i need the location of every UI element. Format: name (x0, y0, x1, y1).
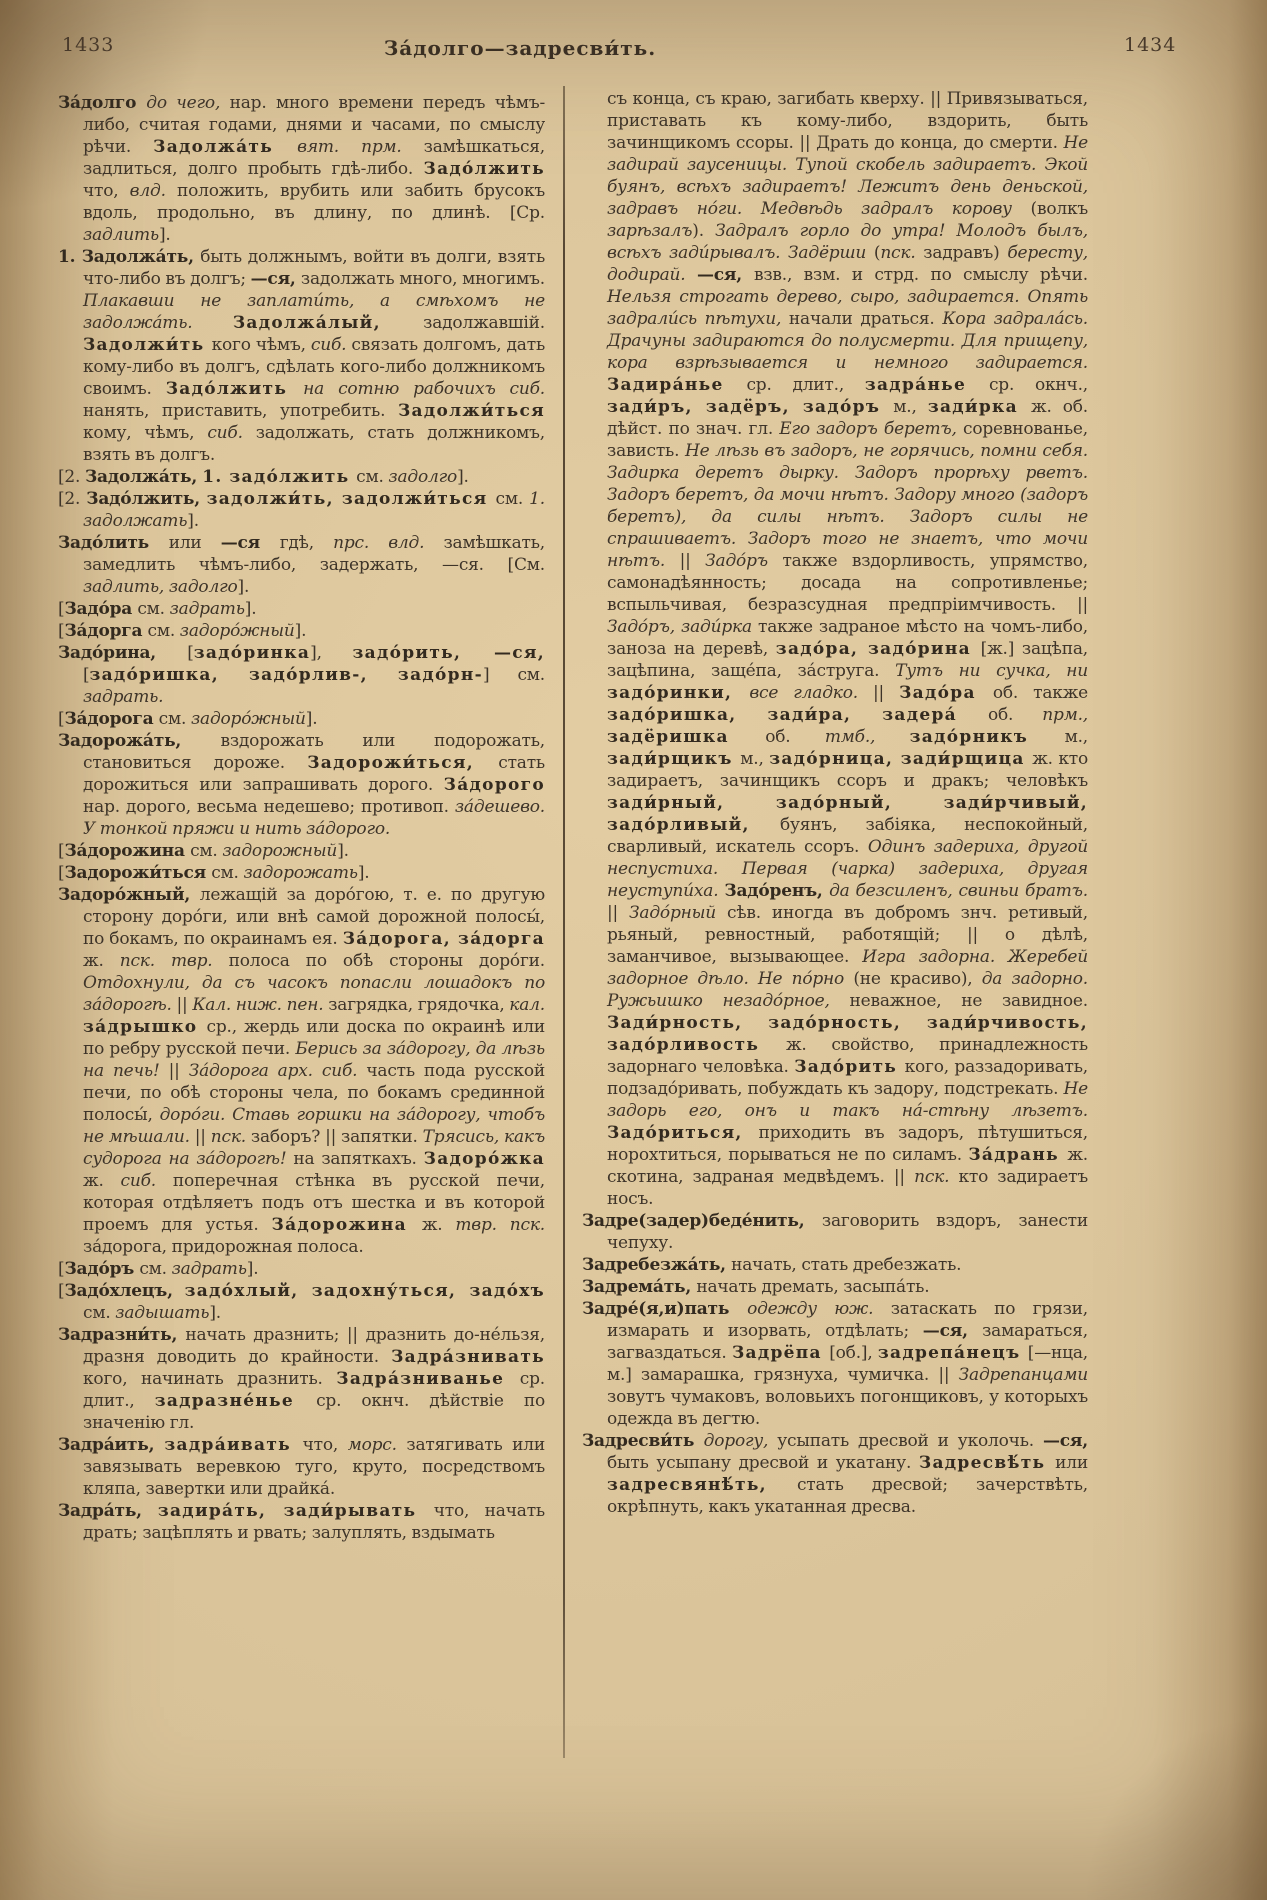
right-column (582, 88, 1088, 1788)
subheadword: задо́ришка, зади́ра, задера́ (607, 705, 988, 725)
dictionary-entry (58, 730, 545, 840)
entry-text: м., (1064, 727, 1088, 747)
running-header: За́долго—задресви́ть. (383, 36, 657, 60)
example-text: пск. (210, 1127, 251, 1147)
entry-text: стать дресвой; зачерствѣть, окрѣпнуть, какъ укатанная дресва. (607, 1475, 1088, 1517)
subheadword: задо́рница, зади́рщица (769, 749, 1033, 769)
entry-text: часть пода русской печи, по обѣ стороны чела, по бокамъ срединной полосы́, (83, 1061, 545, 1125)
example-text: пск. (914, 1167, 959, 1187)
entry-text: задолжавшій. (423, 313, 545, 333)
entry-text: [ (58, 841, 65, 861)
example-text: за́дешево. У тонкой пряжи и нить за́дорого. (83, 797, 545, 839)
entry-text: задолжать, стать должникомъ, взять въ долгъ. (83, 423, 545, 465)
example-text: пск. твр. (119, 951, 229, 971)
subheadword: зади́рка (927, 397, 1031, 417)
entry-text: загрядка, грядочка, (328, 995, 510, 1015)
entry-text: ]. (246, 1259, 259, 1279)
subheadword: задёришка (607, 727, 766, 747)
example-text: на сотню рабочихъ сиб. (303, 379, 545, 399)
entry-text: см. (495, 489, 530, 509)
dictionary-entry (58, 1324, 545, 1434)
headword: Задре́(я,и)пать (582, 1299, 748, 1319)
entry-text: связать долгомъ, дать кому-либо въ долгъ, сдѣлать кого-либо должникомъ своимъ. (83, 335, 545, 399)
subheadword: задо́ра, задо́рина (775, 639, 981, 659)
entry-text: ]. (357, 863, 370, 883)
subheadword: задолжи́ть, задолжи́ться (206, 489, 496, 509)
dictionary-entry (58, 884, 545, 1258)
subheadword: Задресвѣ́ть (918, 1453, 1056, 1473)
dictionary-entry (58, 598, 545, 620)
entry-text: затаскать по грязи, измарать и изорвать, отдѣлать; (607, 1299, 1088, 1341)
entry-text: [2. (58, 489, 87, 509)
entry-text: стать дорожиться или запрашивать дорого. (83, 753, 545, 795)
entry-text: неважное, не завидное. (849, 991, 1088, 1011)
example-text: задышать (115, 1303, 210, 1323)
entry-text: ]. (244, 599, 257, 619)
subheadword: Задолжа́лый, (232, 313, 424, 333)
entry-text: ). (692, 221, 716, 241)
subheadword: задо́рникъ (909, 727, 1065, 747)
subheadword: Задо́рить (794, 1057, 905, 1077)
example-text: Не задирай заусеницы. Тупой скобель задираетъ. Экой буянъ, всѣхъ задираетъ! Лежитъ день деньской, задравъ но́ги. Медвѣдь задралъ корову (607, 133, 1088, 219)
entry-text: быть усыпану дресвой и укатану. (607, 1453, 919, 1473)
headword: Задребезжа́ть, (582, 1255, 732, 1275)
subheadword: Задра́знивать (391, 1347, 545, 1367)
column-divider (563, 86, 565, 1758)
subheadword: Задра́зниванье (336, 1369, 520, 1389)
example-text: Задо́ръ (705, 551, 783, 571)
entry-text: сѣв. иногда въ добромъ знч. ретивый, рьяный, ревностный, работящій; || о дѣлѣ, заманчивое, вызывающее. (607, 903, 1088, 967)
entry-text: [2. (58, 467, 85, 487)
subheadword: Задрёпа (731, 1343, 830, 1363)
example-text: Нельзя строгать дерево, сыро, задирается. Опять задрали́сь пѣтухи, (607, 287, 1088, 329)
subheadword: Задолжи́ть (83, 335, 212, 355)
entry-text: ж. (421, 1215, 456, 1235)
example-text: сиб. (207, 423, 256, 443)
example-text: да безсиленъ, свиньи братъ. (829, 881, 1088, 901)
entry-text: начать дремать, засыпа́ть. (696, 1277, 930, 1297)
entry-text: ср. длит., (746, 375, 865, 395)
entry-text: поперечная стѣнка въ русской печи, которая отдѣляетъ подъ отъ шестка и въ которой проемъ для устья. (83, 1171, 545, 1235)
example-text: 1. задолжать (83, 489, 545, 531)
entry-text: см. (139, 1259, 172, 1279)
entry-text: кому, чѣмъ, (83, 423, 208, 443)
entry-text: нар. много времени передъ чѣмъ-либо, считая годами, днями и часами, по смыслу рѣчи. (83, 93, 545, 157)
entry-text: ср., жердь или доска по окраинѣ или по ребру русской печи. (83, 1017, 545, 1059)
example-text: дорогу, (703, 1431, 778, 1451)
example-text: сиб. (120, 1171, 173, 1191)
dictionary-entry (58, 862, 545, 884)
subheadword: задо́рить, —ся, (352, 643, 545, 663)
entry-text: съ конца, съ краю, загибать кверху. || Привязываться, приставать къ кому-либо, вздорить, быть зачинщикомъ ссоры. || Драть до конца, до смерти. (607, 89, 1088, 153)
example-text: Задралъ горло до утра! Молодъ былъ, всѣхъ зади́рывалъ. Задёрши (607, 221, 1088, 263)
dictionary-entry (582, 1298, 1088, 1430)
entry-text: [ (58, 709, 65, 729)
entry-text: [ (187, 643, 194, 663)
entry-text: [ (58, 599, 65, 619)
example-text: да задорно. Ружьишко незадо́рное, (607, 969, 1088, 1011)
entry-text: начали драться. (788, 309, 943, 329)
subheadword: Задорожи́ться, (307, 753, 499, 773)
example-text: задоро́жный (190, 709, 306, 729)
headword: Задо́ренъ, (724, 881, 830, 901)
entry-text: ж. об. дѣйст. по знач. гл. (607, 397, 1088, 439)
left-column (58, 92, 545, 1792)
dictionary-entry (58, 1258, 545, 1280)
example-text: тмб., (824, 727, 910, 747)
entry-text: ср. окнч., (988, 375, 1088, 395)
headword: Задрема́ть, (582, 1277, 697, 1297)
example-text: задорожный (222, 841, 338, 861)
subheadword: Задо́ра (899, 683, 993, 703)
entry-text: [ (58, 1259, 65, 1279)
entry-text: м., (740, 749, 770, 769)
entry-text: [ж.] зацѣпа, зацѣпина, заще́па, за́струга. (607, 639, 1088, 681)
entry-text: ]. (158, 225, 171, 245)
entry-text: || (194, 1127, 211, 1147)
example-text: доро́ги. Ставь горшки на за́дорогу, чтобъ не мѣшали. (83, 1105, 545, 1147)
subheadword: Задо́лжить (423, 159, 545, 179)
subheadword: За́дорога, за́дорга (342, 929, 545, 949)
subheadword: задо́ришка, задо́рлив-, задо́рн- (89, 665, 483, 685)
entry-text: ж. скотина, задраная медвѣдемъ. || (607, 1145, 1088, 1187)
entry-text: на запяткахъ. (293, 1149, 424, 1169)
entry-text: вздорожать или подорожать, становиться дороже. (83, 731, 545, 773)
entry-text: за́дорога, придорожная полоса. (83, 1237, 364, 1257)
entry-text: ж. кто задираетъ, зачинщикъ ссоръ и дракъ; человѣкъ (607, 749, 1088, 791)
entry-text: соревнованье, зависть. (607, 419, 1088, 461)
example-text: задлить (83, 225, 159, 245)
entry-text: начать дразнить; || дразнить до-не́льзя, дразня доводить до крайности. (83, 1325, 545, 1367)
example-text: кал. (509, 995, 545, 1015)
dictionary-entry (582, 1430, 1088, 1518)
entry-text: см. (137, 599, 170, 619)
page-number-right: 1434 (1124, 34, 1177, 56)
entry-text: заборъ? || запятки. (250, 1127, 423, 1147)
page-number-left: 1433 (62, 34, 115, 56)
entry-text: ж. (83, 1171, 121, 1191)
headword: —ся, (1042, 1431, 1088, 1451)
subheadword: задрепа́нецъ (877, 1343, 1028, 1363)
example-text: все гладко. (749, 683, 874, 703)
subheadword: зади́ръ, задёръ, задо́ръ (607, 397, 894, 417)
headword: Задра́ить, (58, 1435, 165, 1455)
entry-text: задолжать много, многимъ. (300, 269, 545, 289)
entry-text: [ (58, 621, 65, 641)
headword: —ся, (250, 269, 301, 289)
dictionary-entry (58, 1280, 545, 1324)
entry-text: об. также (992, 683, 1088, 703)
dictionary-entry (58, 642, 545, 708)
headword: За́долго (58, 93, 147, 113)
dictionary-entry (582, 1276, 1088, 1298)
entry-text: полоса по обѣ стороны доро́ги. (228, 951, 545, 971)
dictionary-entry (58, 620, 545, 642)
entry-text: замараться, загваздаться. (607, 1321, 1088, 1363)
dictionary-entry (582, 88, 1088, 1210)
entry-text: кто задираетъ носъ. (607, 1167, 1088, 1209)
headword: Задолжа́ть, (84, 467, 203, 487)
entry-text: задравъ) (923, 243, 1008, 263)
entry-text: [—нца, м.] замарашка, грязнуха, чумичка. || (607, 1343, 1088, 1385)
subheadword: 1. задо́лжить (202, 467, 357, 487)
subheadword: Задира́нье (607, 375, 747, 395)
dictionary-entry (58, 488, 545, 532)
entry-text: об. (765, 727, 825, 747)
entry-text: что, начать драть; зацѣплять и рвать; залуплять, вздымать (83, 1501, 545, 1543)
example-text: прс. влд. (333, 533, 444, 553)
entry-text: зовутъ чумаковъ, воловьихъ погонщиковъ, у которыхъ одежда въ дегтю. (607, 1387, 1088, 1429)
subheadword: Задолжи́ться (398, 401, 545, 421)
headword: Задра́ть, (58, 1501, 158, 1521)
example-text: Не задорь его, онъ и такъ на́-стѣну лѣзетъ. (607, 1079, 1088, 1121)
example-text: морс. (347, 1435, 407, 1455)
subheadword: задо́ринки, (607, 683, 750, 703)
entry-text: усыпать дресвой и уколочь. (777, 1431, 1043, 1451)
example-text: За́дорога арх. сиб. (188, 1061, 367, 1081)
example-text: задрать. (83, 687, 164, 707)
entry-text: ]. (457, 467, 469, 487)
entry-text: см. (190, 841, 223, 861)
entry-text: ]. (337, 841, 349, 861)
subheadword: задо́хлый, задохну́ться, задо́хъ (184, 1281, 545, 1301)
example-text: задлить, задолго (83, 577, 238, 597)
entry-text: начать, стать дребезжать. (731, 1255, 962, 1275)
entry-text: ср. длит., (83, 1369, 545, 1411)
dictionary-entry (582, 1254, 1088, 1276)
example-text: зарѣзалъ (607, 221, 693, 241)
entry-text: гдѣ, (279, 533, 334, 553)
entry-text: что, (83, 181, 130, 201)
example-text: пск. (880, 243, 924, 263)
entry-text: нанять, приставить, употребить. (83, 401, 398, 421)
entry-text: буянъ, забіяка, неспокойный, сварливый, искатель ссоръ. (607, 815, 1088, 857)
headword: Задо́ра (64, 599, 138, 619)
example-text: прм., (1042, 705, 1088, 725)
entry-text: кого чѣмъ, (211, 335, 311, 355)
example-text: Отдохнули, да съ часокъ попасли лошадокъ по за́дорогѣ. (83, 973, 545, 1015)
entry-text: затягивать или завязывать веревкою туго, круто, посредствомъ кляпа, завертки или драйка́. (83, 1435, 545, 1499)
subheadword: Задо́риться, (607, 1123, 759, 1143)
subheadword: За́дорожина (271, 1215, 422, 1235)
subheadword: Задо́лжить (165, 379, 304, 399)
entry-text: положить, врубить или забить брусокъ вдоль, продольно, въ длину, по длинѣ. [Ср. (83, 181, 545, 223)
entry-text: замѣшкать, замедлить чѣмъ-либо, задержать, —ся. [См. (83, 533, 545, 575)
dictionary-entry (582, 1210, 1088, 1254)
entry-text: [об.], (829, 1343, 878, 1363)
headword: Задо́рина, (58, 643, 188, 663)
example-text: Кал. ниж. пен. (192, 995, 329, 1015)
entry-text: нар. дорого, весьма недешево; противоп. (83, 797, 455, 817)
entry-text: (не красиво), (853, 969, 982, 989)
entry-text: || (607, 903, 630, 923)
example-text: Кора задрала́сь. Драчуны задираются до полусмерти. Для прищепу, кора взрѣзывается и немного задирается. (607, 309, 1088, 373)
headword: Задо́лить (58, 533, 169, 553)
subheadword: задира́ть, зади́рывать (157, 1501, 434, 1521)
entry-text: ( (873, 243, 881, 263)
example-text: Его задоръ беретъ, (779, 419, 963, 439)
headword: Задразни́ть, (58, 1325, 186, 1345)
headword: —ся, (696, 265, 754, 285)
entry-text: [ (83, 665, 90, 685)
entry-text: ]. (237, 577, 250, 597)
entry-text: см. (356, 467, 389, 487)
headword: За́дорожина (64, 841, 191, 861)
entry-text: ] см. (482, 665, 545, 685)
headword: —ся, (922, 1321, 983, 1341)
entry-text: об. (987, 705, 1043, 725)
headword: 1. Задолжа́ть, (58, 247, 201, 267)
subheadword: задресвянѣ́ть, (607, 1475, 797, 1495)
dictionary-entry (58, 1500, 545, 1544)
dictionary-entry (58, 840, 545, 862)
entry-text: или (168, 533, 221, 553)
headword: Задорожа́ть, (58, 731, 221, 751)
subheadword: задра́нье (864, 375, 989, 395)
subheadword: Задоро́жка (423, 1149, 545, 1169)
entry-text: || (168, 1061, 189, 1081)
entry-text: кого, начинать дразнить. (83, 1369, 337, 1389)
entry-text: [ (58, 1281, 65, 1301)
entry-text: ж. (83, 951, 120, 971)
dictionary-entry (58, 246, 545, 466)
example-text: одежду юж. (747, 1299, 891, 1319)
subheadword: За́дорого (443, 775, 545, 795)
subheadword: зади́рный, задо́рный, зади́рчивый, задо́рливый, (607, 793, 1088, 835)
entry-text: см. (83, 1303, 116, 1323)
headword: За́дорога (64, 709, 159, 729)
entry-text: м., (893, 397, 928, 417)
headword: Задо́лжить, (86, 489, 207, 509)
example-text: Задрепанцами (958, 1365, 1088, 1385)
entry-text: ]. (305, 709, 318, 729)
entry-text: заговорить вздоръ, занести чепуху. (607, 1211, 1088, 1253)
entry-text: [ (58, 863, 65, 883)
entry-text: || (679, 551, 706, 571)
example-text: задрать (171, 1259, 247, 1279)
entry-text: кого, раззадоривать, подзадо́ривать, побуждать къ задору, подстрекать. (607, 1057, 1088, 1099)
example-text: влд. (129, 181, 177, 201)
entry-text: быть должнымъ, войти въ долги, взять что-либо въ долгъ; (83, 247, 545, 289)
entry-text: приходить въ задоръ, пѣтушиться, норохтиться, порываться не по силамъ. (607, 1123, 1088, 1165)
dictionary-entry (58, 1434, 545, 1500)
entry-text: также задраное мѣсто на чомъ-либо, заноза на деревѣ, (607, 617, 1088, 659)
entry-text: взв., взм. и стрд. по смыслу рѣчи. (753, 265, 1088, 285)
entry-text: также вздорливость, упрямство, самонадѣянность; досада на сопротивленье; вспыльчивая, безразсудная предпріимчивость. || (607, 551, 1088, 615)
entry-text: || (873, 683, 900, 703)
example-text: сиб. (310, 335, 352, 355)
example-text: Задо́рный (629, 903, 727, 923)
entry-text: или (1055, 1453, 1088, 1473)
entry-text: ]. (209, 1303, 221, 1323)
example-text: Плакавши не заплати́ть, а смѣхомъ не задолжа́ть. (83, 291, 545, 333)
example-text: задолго (388, 467, 458, 487)
headword: Задо́ръ (64, 1259, 140, 1279)
subheadword: За́дрань (968, 1145, 1068, 1165)
headword: За́дорга (64, 621, 148, 641)
entry-text: (волкъ (1030, 199, 1088, 219)
subheadword: зади́рщикъ (607, 749, 741, 769)
entry-text: см. (147, 621, 180, 641)
headword: Задо́хлецъ, (64, 1281, 185, 1301)
entry-text: ]. (294, 621, 307, 641)
headword: Задре(задер)беде́нить, (582, 1211, 822, 1231)
dictionary-entry (58, 532, 545, 598)
example-text: Трясись, какъ судорога на за́дорогѣ! (83, 1127, 545, 1169)
dictionary-entry (58, 708, 545, 730)
example-text: твр. пск. (455, 1215, 545, 1235)
headword: Задоро́жный, (58, 885, 200, 905)
entry-text: замѣшкаться, задлиться, долго пробыть гдѣ-либо. (83, 137, 545, 179)
example-text: вят. прм. (297, 137, 424, 157)
subheadword: задразне́нье (154, 1391, 317, 1411)
subheadword: задра́ивать (164, 1435, 303, 1455)
entry-text: ]. (187, 511, 199, 531)
headword: —ся (220, 533, 280, 553)
headword: Задорожи́ться (64, 863, 212, 883)
dictionary-entry (58, 466, 545, 488)
entry-text: ж. свойство, принадлежность задорнаго человѣка. (607, 1035, 1088, 1077)
entry-text: ср. окнч. дѣйствіе по значенію гл. (83, 1391, 545, 1433)
subheadword: Задолжа́ть (153, 137, 298, 157)
entry-text: см. (158, 709, 191, 729)
entry-text: ], (310, 643, 353, 663)
headword: Задресви́ть (582, 1431, 704, 1451)
dictionary-entry (58, 92, 545, 246)
example-text: задрать (169, 599, 245, 619)
entry-text: || (176, 995, 193, 1015)
entry-text: лежащій за доро́гою, т. е. по другую сторону доро́ги, или внѣ самой дорожной полосы́, по бокамъ, по окраинамъ ея. (83, 885, 545, 949)
entry-text: см. (211, 863, 244, 883)
example-text: Тутъ ни сучка, ни (895, 661, 1088, 681)
example-text: Берись за за́дорогу, да лѣзь на печь! (83, 1039, 545, 1081)
example-text: до чего, (146, 93, 230, 113)
subheadword: Зади́рность, задо́рность, зади́рчивость, задо́рливость (607, 1013, 1088, 1055)
subheadword: за́дрышко (83, 1017, 207, 1037)
example-text: задоро́жный (179, 621, 295, 641)
subheadword: задо́ринка (193, 643, 311, 663)
example-text: Одинъ задериха, другой неспустиха. Первая (чарка) задериха, другая неуступи́ха. (607, 837, 1088, 901)
example-text: бересту, додирай. (607, 243, 1088, 285)
example-text: Игра задорна. Жеребей задорное дѣло. Не по́рно (607, 947, 1088, 989)
example-text: задорожать (243, 863, 358, 883)
example-text: Задо́ръ, зади́рка (607, 617, 758, 637)
example-text: Не лѣзь въ задоръ, не горячись, помни себя. Задирка деретъ дырку. Задоръ прорѣху рветъ. Задоръ беретъ, да мочи нѣтъ. Задору много (задоръ беретъ), да силы нѣтъ. Задоръ силы не спрашиваетъ. Задоръ того не знаетъ, что мочи нѣтъ. (607, 441, 1088, 571)
entry-text: что, (302, 1435, 348, 1455)
